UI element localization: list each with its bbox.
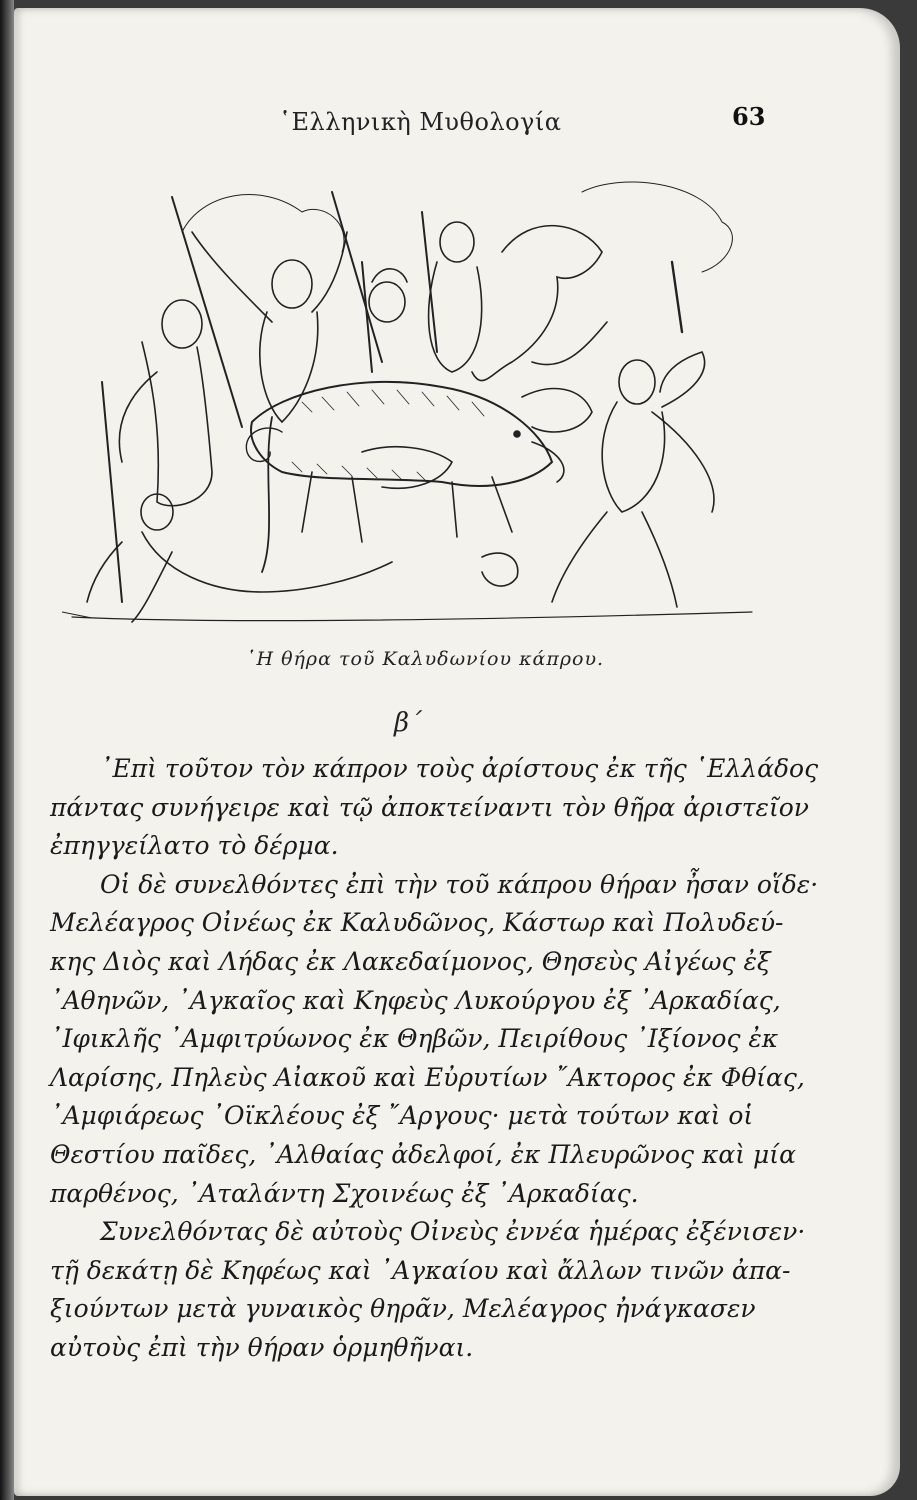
text-line: Θεστίου παῖδες, ᾽Αλθαίας ἀδελφοί, ἐκ Πλευρῶνος καὶ μία [50, 1139, 796, 1169]
text-line: ἐπηγγείλατο τὸ δέρμα. [50, 831, 339, 861]
text-line: παρθένος, ᾽Αταλάντη Σχοινέως ἐξ ᾽Αρκαδίας. [50, 1178, 639, 1208]
paragraph-3 [50, 1213, 806, 1367]
running-title: ῾Ελληνικὴ Μυθολογία [279, 108, 562, 136]
page-number: 63 [732, 102, 766, 131]
text-line: πάντας συνήγειρε καὶ τῷ ἀποκτείναντι τὸν θῆρα ἀριστεῖον [50, 792, 810, 822]
page-header [14, 100, 900, 140]
book-spine-shadow [0, 0, 14, 1500]
text-line: Οἱ δὲ συνελθόντες ἐπὶ τὴν τοῦ κάπρου θήραν ἦσαν οἵδε· [100, 869, 819, 899]
text-line: ᾽Αμφιάρεως ᾽Οϊκλέους ἐξ ῎Αργους· μετὰ τούτων καὶ οἱ [50, 1101, 754, 1131]
text-line: Λαρίσης, Πηλεὺς Αἰακοῦ καὶ Εὐρυτίων ῎Ακτορος ἐκ Φθίας, [50, 1062, 805, 1092]
text-line: Μελέαγρος Οἰνέως ἐκ Καλυδῶνος, Κάστωρ καὶ Πολυδεύ- [50, 908, 784, 938]
text-line: ξιούντων μετὰ γυναικὸς θηρᾶν, Μελέαγρος ἠνάγκασεν [50, 1294, 756, 1324]
boar-hunt-engraving [62, 172, 762, 647]
text-line: αὐτοὺς ἐπὶ τὴν θήραν ὁρμηθῆναι. [50, 1332, 474, 1362]
book-page [14, 8, 900, 1496]
text-line: ᾽Αθηνῶν, ᾽Αγκαῖος καὶ Κηφεὺς Λυκούργου ἐξ ᾽Αρκαδίας, [50, 985, 781, 1015]
text-line: κης Διὸς καὶ Λήδας ἐκ Λακεδαίμονος, Θησεὺς Αἰγέως ἐξ [50, 946, 771, 976]
text-line: Συνελθόντας δὲ αὐτοὺς Οἰνεὺς ἐννέα ἡμέρας ἐξένισεν· [100, 1217, 806, 1247]
figure-caption: ῾Η θήρα τοῦ Καλυδωνίου κάπρου. [246, 648, 605, 670]
section-mark: β΄ [394, 708, 423, 738]
paragraph-1 [50, 750, 819, 866]
body-text [50, 750, 819, 1368]
text-line: τῇ δεκάτῃ δὲ Κηφέως καὶ ᾽Αγκαίου καὶ ἄλλων τινῶν ἀπα- [50, 1255, 791, 1285]
engraving-illustration [62, 172, 762, 647]
text-line: ᾽Ιφικλῆς ᾽Αμφιτρύωνος ἐκ Θηβῶν, Πειρίθους ᾽Ιξίονος ἐκ [50, 1024, 779, 1054]
text-line: ᾽Επὶ τοῦτον τὸν κάπρον τοὺς ἀρίστους ἐκ τῆς ῾Ελλάδος [100, 754, 819, 783]
paragraph-2 [50, 866, 819, 1213]
